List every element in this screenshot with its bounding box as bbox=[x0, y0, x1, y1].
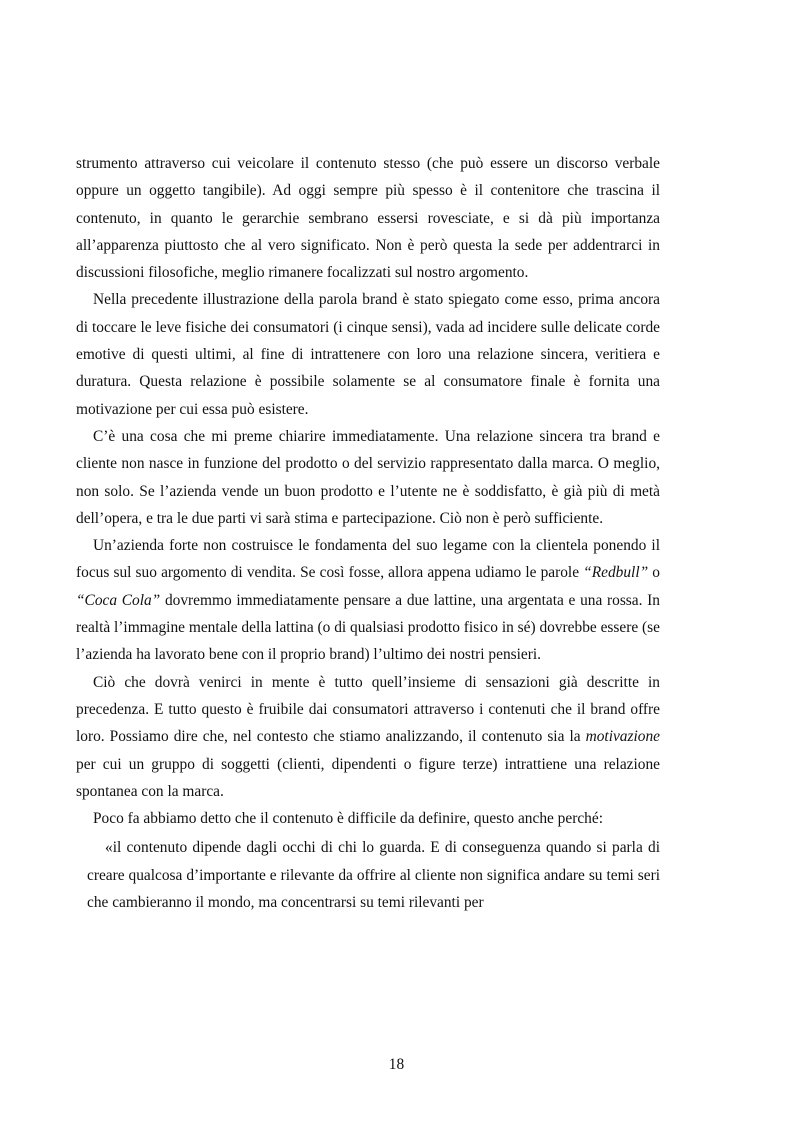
page-number: 18 bbox=[388, 1056, 405, 1073]
brand-name-coca-cola: “Coca Cola” bbox=[76, 591, 161, 609]
paragraph-3-text: C’è una cosa che mi preme chiarire immediatamente. Una relazione sincera tra brand e cliente non nasce in funzione del prodotto o del servizio rappresentato dalla marca. O meglio, non solo. Se l’azienda vende un buon prodotto e l’utente ne è soddisfatto, è già più di metà dell’opera, e tra le due parti vi sarà stima e partecipazione. Ciò non è però sufficiente. bbox=[76, 427, 660, 527]
paragraph-4-text-b: o bbox=[648, 564, 660, 582]
paragraph-2 bbox=[76, 286, 660, 422]
paragraph-1 bbox=[76, 150, 660, 286]
body-text bbox=[76, 150, 660, 916]
paragraph-4-text-a: Un’azienda forte non costruisce le fondamenta del suo legame con la clientela ponendo il focus sul suo argomento di vendita. Se così fosse, allora appena udiamo le parole bbox=[76, 537, 660, 582]
emphasis-motivazione: motivazione bbox=[585, 728, 660, 746]
brand-name-redbull: “Redbull” bbox=[583, 564, 649, 582]
paragraph-4-text-c: dovremmo immediatamente pensare a due lattine, una argentata e una rossa. In realtà l’immagine mentale della lattina (o di qualsiasi prodotto fisico in sé) dovrebbe essere (se l’azienda ha lavorato bene con il proprio brand) l’ultimo dei nostri pensieri. bbox=[76, 591, 660, 664]
block-quote bbox=[76, 834, 660, 916]
paragraph-5-text-a: Ciò che dovrà venirci in mente è tutto quell’insieme di sensazioni già descritte in precedenza. E tutto questo è fruibile dai consumatori attraverso i contenuti che il brand offre loro. Possiamo dire che, nel contesto che stiamo analizzando, il contenuto sia la bbox=[76, 673, 660, 746]
paragraph-6 bbox=[76, 805, 660, 832]
block-quote-text: «il contenuto dipende dagli occhi di chi lo guarda. E di conseguenza quando si parla di creare qualcosa d’importante e rilevante da offrire al cliente non significa andare su temi seri che cambieranno il mondo, ma concentrarsi su temi rilevanti per bbox=[87, 839, 660, 912]
paragraph-2-text: Nella precedente illustrazione della parola brand è stato spiegato come esso, prima ancora di toccare le leve fisiche dei consumatori (i cinque sensi), vada ad incidere sulle delicate corde emotive di questi ultimi, al fine di intrattenere con loro una relazione sincera, veritiera e duratura. Questa relazione è possibile solamente se al consumatore finale è fornita una motivazione per cui essa può esistere. bbox=[76, 291, 660, 418]
paragraph-3 bbox=[76, 423, 660, 532]
paragraph-5 bbox=[76, 669, 660, 805]
paragraph-4 bbox=[76, 532, 660, 668]
paragraph-6-text: Poco fa abbiamo detto che il contenuto è difficile da definire, questo anche perché: bbox=[93, 810, 603, 828]
paragraph-1-text: strumento attraverso cui veicolare il contenuto stesso (che può essere un discorso verbale oppure un oggetto tangibile). Ad oggi sempre più spesso è il contenitore che trascina il contenuto, in quanto le gerarchie sembrano essersi rovesciate, e si dà più importanza all’apparenza piuttosto che al vero significato. Non è però questa la sede per addentrarci in discussioni filosofiche, meglio rimanere focalizzati sul nostro argomento. bbox=[76, 155, 660, 282]
paragraph-5-text-b: per cui un gruppo di soggetti (clienti, dipendenti o figure terze) intrattiene una relazione spontanea con la marca. bbox=[76, 755, 660, 800]
